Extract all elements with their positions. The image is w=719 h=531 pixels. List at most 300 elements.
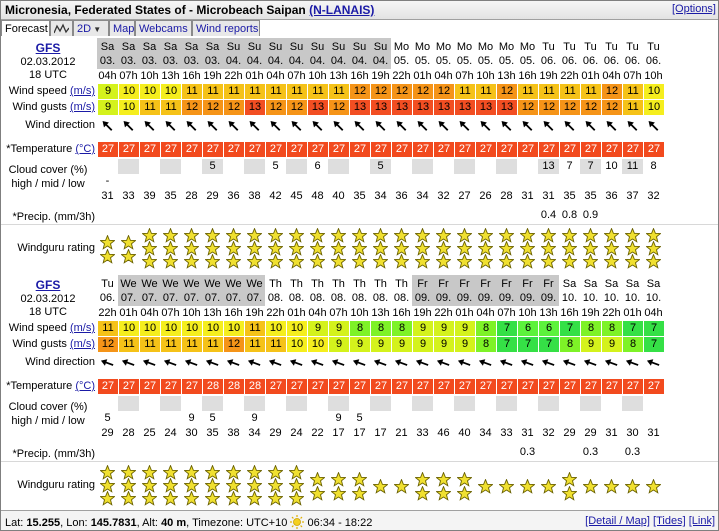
rating-star-icon (121, 491, 136, 506)
rating-star-icon (100, 235, 115, 250)
precip-cell (265, 445, 286, 460)
temperature-cell: 27 (307, 379, 328, 394)
date-cell (286, 275, 307, 306)
date-cell (370, 275, 391, 306)
wind-speed-cell: 11 (559, 84, 580, 99)
weekday: Su (331, 41, 346, 53)
weekday: Tu (647, 41, 660, 53)
wind-gust-cell: 12 (97, 337, 118, 352)
link-link[interactable]: [Link] (688, 515, 715, 527)
precip-cell (601, 445, 622, 460)
rating-star-icon (646, 479, 661, 494)
wind-arrow-icon (349, 118, 370, 134)
precip-cell (643, 445, 664, 460)
temperature-cell: 27 (139, 379, 160, 394)
date-cell (559, 275, 580, 306)
cloud-high-cell (118, 396, 139, 411)
date-cell (328, 38, 349, 69)
weekday: Tu (584, 41, 597, 53)
temperature-cell: 27 (349, 142, 370, 157)
cloud-mid-cell (496, 174, 517, 189)
weekday: Mo (393, 41, 410, 53)
cloud-high-cell (517, 159, 538, 174)
rating-star-icon (562, 486, 577, 501)
lon-label: Lon: (66, 517, 88, 529)
rating-cell (433, 227, 454, 271)
date-cell (454, 38, 475, 69)
wind-direction-cell (538, 118, 559, 134)
rating-cell (202, 227, 223, 271)
rating-cell (580, 464, 601, 508)
rating-cell (349, 464, 370, 508)
wind-gust-cell: 11 (139, 337, 160, 352)
hour-cell: 13h (371, 307, 390, 319)
page-title (5, 3, 374, 17)
wind-direction-cell (559, 355, 580, 371)
wind-direction-cell (643, 118, 664, 134)
precip-cell (328, 208, 349, 223)
hour-cell: 22h (98, 307, 117, 319)
wind-gust-cell: 10 (307, 337, 328, 352)
day-of-month: 07. (162, 292, 179, 304)
rating-cell (160, 464, 181, 508)
hour-cell: 04h (434, 70, 453, 82)
weekday: We (141, 278, 158, 290)
wind-speed-cell: 9 (412, 321, 433, 336)
rating-label-text: Windguru rating (17, 242, 95, 254)
wind-gust-cell: 12 (223, 337, 244, 352)
wind-arrow-icon (139, 355, 160, 371)
rating-star-icon (310, 472, 325, 487)
wind-arrow-icon (475, 118, 496, 134)
rating-star-icon (436, 472, 451, 487)
rating-cell (265, 464, 286, 508)
weekday: Mo (519, 41, 536, 53)
wind-gust-cell: 11 (244, 337, 265, 352)
day-of-month: 07. (141, 292, 158, 304)
cloud-high-cell: 7 (566, 160, 573, 172)
wind-speed-label-text: Wind speed (8, 322, 67, 334)
cloud-mid-cell (391, 411, 412, 426)
cloud-high-cell: 5 (202, 159, 223, 174)
day-of-month: 05. (414, 55, 431, 67)
wind-gust-cell: 11 (139, 100, 160, 115)
hour-cell: 07h (119, 70, 138, 82)
temperature-cell: 27 (538, 379, 559, 394)
date-cell (160, 275, 181, 306)
precip-cell (370, 208, 391, 223)
tab-webcams[interactable] (135, 20, 192, 36)
tab-graph[interactable] (50, 20, 73, 36)
hour-cell: 19h (581, 307, 600, 319)
precip-cell (202, 208, 223, 223)
weekday: We (120, 278, 137, 290)
cloud-high-cell (202, 396, 223, 411)
wind-arrow-icon (118, 355, 139, 371)
date-cell (349, 38, 370, 69)
temperature-label-unit-link[interactable]: (°C) (75, 380, 95, 392)
day-of-month: 08. (309, 292, 326, 304)
wind-arrow-icon (370, 355, 391, 371)
lat-label: Lat: (5, 517, 24, 529)
wind-direction-cell (307, 355, 328, 371)
temperature-cell: 27 (265, 379, 286, 394)
wind-gust-cell: 11 (118, 337, 139, 352)
weekday: Sa (583, 278, 598, 290)
date-cell (622, 275, 643, 306)
precip-cell: 0.3 (624, 446, 641, 458)
wind-arrow-icon (307, 355, 328, 371)
cloud-low-cell: 28 (500, 190, 513, 202)
wind-speed-label-unit-link[interactable]: (m/s) (69, 322, 95, 334)
wind-gust-cell: 10 (118, 100, 139, 115)
hour-cell: 07h (287, 70, 306, 82)
wind-speed-label (1, 85, 95, 97)
cloud-high-cell (454, 159, 475, 174)
wind-speed-label-unit-link[interactable]: (m/s) (69, 85, 95, 97)
cloud-low-cell: 29 (206, 190, 219, 202)
wind-direction-cell (181, 355, 202, 371)
tab-2d[interactable] (73, 20, 109, 36)
cloud-low-cell: 26 (479, 190, 492, 202)
rating-cell (601, 464, 622, 508)
weekday: We (225, 278, 242, 290)
wind-gust-cell: 9 (349, 337, 370, 352)
model-run-date: 02.03.2012 (20, 56, 76, 68)
weekday: Su (226, 41, 241, 53)
cloud-high-cell (244, 159, 265, 174)
wind-gust-cell: 10 (286, 337, 307, 352)
wind-arrow-icon (496, 355, 517, 371)
spot-code-link[interactable]: (N-LANAIS) (309, 3, 375, 17)
cloud-high-cell (244, 396, 265, 411)
day-of-month: 05. (456, 55, 473, 67)
wind-gust-cell: 9 (391, 337, 412, 352)
rating-cell (454, 227, 475, 271)
precip-cell (181, 445, 202, 460)
wind-gust-cell: 11 (181, 337, 202, 352)
wind-direction-cell (370, 355, 391, 371)
rating-cell (454, 464, 475, 508)
cloud-cover-label-line1: Cloud cover (%) (8, 164, 88, 176)
weekday: Fr (543, 278, 554, 290)
precip-cell (160, 445, 181, 460)
day-of-month: 06. (540, 55, 557, 67)
rating-cell (97, 227, 118, 271)
rating-star-icon (163, 491, 178, 506)
wind-speed-label-text: Wind speed (8, 85, 67, 97)
temperature-cell: 27 (454, 142, 475, 157)
cloud-high-cell (328, 159, 349, 174)
rating-cell (244, 227, 265, 271)
cloud-high-cell (286, 159, 307, 174)
wind-gusts-label-unit-link[interactable]: (m/s) (69, 101, 95, 113)
cloud-cover-label-line1: Cloud cover (%) (8, 401, 88, 413)
wind-speed-cell: 11 (202, 84, 223, 99)
wind-speed-cell: 12 (391, 84, 412, 99)
cloud-mid-cell: 9 (335, 412, 342, 424)
temperature-cell: 28 (202, 379, 223, 394)
cloud-high-cell (391, 396, 412, 411)
cloud-mid-cell (538, 174, 559, 189)
wind-arrow-icon (97, 355, 118, 371)
model-run-time: 18 UTC (29, 69, 67, 81)
tab-wind-reports[interactable] (192, 20, 260, 36)
wind-gusts-label-unit-link[interactable]: (m/s) (69, 338, 95, 350)
temperature-label-text: *Temperature (6, 380, 73, 392)
model-gfs-link[interactable]: GFS (35, 41, 61, 55)
wind-direction-cell (244, 355, 265, 371)
cloud-low-cell: 35 (584, 190, 597, 202)
wind-speed-cell: 12 (496, 84, 517, 99)
hour-cell: 13h (497, 70, 516, 82)
wind-arrow-icon (244, 118, 265, 134)
rating-cell (139, 227, 160, 271)
weekday: Th (269, 278, 282, 290)
wind-direction-cell (139, 355, 160, 371)
cloud-low-cell: 27 (458, 190, 471, 202)
rating-cell (97, 464, 118, 508)
cloud-mid-cell (265, 411, 286, 426)
weekday: Su (310, 41, 325, 53)
rating-star-icon (310, 254, 325, 269)
date-cell (391, 38, 412, 69)
rating-cell (391, 464, 412, 508)
wind-arrow-icon (328, 355, 349, 371)
weekday: Fr (522, 278, 533, 290)
cloud-mid-cell (370, 411, 391, 426)
wind-direction-cell (307, 118, 328, 134)
tides-link[interactable]: [Tides] (653, 515, 686, 527)
weekday: Sa (604, 278, 619, 290)
wind-arrow-icon (622, 118, 643, 134)
wind-gust-cell: 12 (601, 100, 622, 115)
wind-arrow-icon (433, 355, 454, 371)
wind-arrow-icon (286, 118, 307, 134)
precip-cell (97, 445, 118, 460)
weekday: We (204, 278, 221, 290)
weekday: Mo (414, 41, 431, 53)
wind-gust-cell: 12 (559, 100, 580, 115)
wind-arrow-icon (349, 355, 370, 371)
wind-gust-cell: 9 (97, 100, 118, 115)
wind-gust-cell: 13 (244, 100, 265, 115)
cloud-high-cell (118, 159, 139, 174)
wind-direction-cell (244, 118, 265, 134)
precip-cell (202, 445, 223, 460)
wind-direction-label (1, 119, 95, 131)
cloud-mid-cell: - (105, 175, 110, 187)
wind-direction-cell (580, 118, 601, 134)
model-gfs-link[interactable]: GFS (35, 278, 61, 292)
wind-arrow-icon (580, 118, 601, 134)
tab-bar (1, 20, 718, 37)
wind-direction-cell (202, 118, 223, 134)
temperature-cell: 27 (412, 142, 433, 157)
cloud-low-cell: 32 (542, 427, 555, 439)
wind-direction-cell (454, 355, 475, 371)
cloud-low-cell: 35 (353, 190, 366, 202)
cloud-high-cell (97, 396, 118, 411)
rating-star-icon (268, 491, 283, 506)
rating-cell (118, 464, 139, 508)
temperature-cell: 27 (286, 379, 307, 394)
rating-label-text: Windguru rating (17, 479, 95, 491)
temperature-cell: 27 (433, 142, 454, 157)
wind-gust-cell: 12 (265, 100, 286, 115)
date-cell (517, 38, 538, 69)
rating-star-icon (268, 254, 283, 269)
rating-cell (307, 227, 328, 271)
precip-cell (559, 445, 580, 460)
day-of-month: 06. (582, 55, 599, 67)
date-cell (307, 38, 328, 69)
wind-gust-cell: 8 (622, 337, 643, 352)
cloud-mid-cell (454, 174, 475, 189)
cloud-mid-cell: 9 (251, 412, 258, 424)
cloud-high-cell (139, 159, 160, 174)
hour-cell: 13h (161, 70, 180, 82)
cloud-low-cell: 40 (332, 190, 345, 202)
cloud-mid-cell (370, 174, 391, 189)
rating-cell (643, 227, 664, 271)
weekday: Sa (625, 278, 640, 290)
cloud-high-cell (454, 396, 475, 411)
rating-star-icon (436, 486, 451, 501)
cloud-mid-cell (601, 411, 622, 426)
day-of-month: 07. (225, 292, 242, 304)
footer-links (585, 515, 715, 527)
precip-cell: 0.3 (582, 446, 599, 458)
date-cell (622, 38, 643, 69)
wind-gust-cell: 7 (643, 337, 664, 352)
precip-cell (244, 208, 265, 223)
date-cell (160, 38, 181, 69)
wind-speed-cell: 12 (412, 84, 433, 99)
weekday: Sa (163, 41, 178, 53)
cloud-mid-cell (244, 174, 265, 189)
wind-direction-cell (622, 355, 643, 371)
day-of-month: 08. (288, 292, 305, 304)
detail-map-link[interactable]: [Detail / Map] (585, 515, 650, 527)
cloud-high-cell (223, 396, 244, 411)
day-of-month: 04. (330, 55, 347, 67)
rating-star-icon (625, 479, 640, 494)
date-cell (454, 275, 475, 306)
wind-gust-cell: 13 (433, 100, 454, 115)
wind-direction-cell (328, 118, 349, 134)
wind-arrow-icon (475, 355, 496, 371)
wind-gust-cell: 12 (202, 100, 223, 115)
wind-speed-cell: 12 (349, 84, 370, 99)
wind-direction-cell (496, 118, 517, 134)
temperature-cell: 27 (307, 142, 328, 157)
cloud-low-cell: 35 (164, 190, 177, 202)
cloud-low-cell: 33 (122, 190, 135, 202)
wind-direction-cell (160, 118, 181, 134)
precip-cell (265, 208, 286, 223)
cloud-high-cell (160, 396, 181, 411)
hour-cell: 01h (413, 70, 432, 82)
rating-star-icon (289, 491, 304, 506)
wind-speed-cell: 10 (118, 84, 139, 99)
day-of-month: 05. (477, 55, 494, 67)
wind-direction-cell (265, 118, 286, 134)
options-link[interactable]: [Options] (671, 3, 716, 15)
day-of-month: 03. (99, 55, 116, 67)
hour-cell: 04h (644, 307, 663, 319)
model-run-time: 18 UTC (29, 306, 67, 318)
date-cell (538, 275, 559, 306)
cloud-mid-cell: 5 (356, 412, 363, 424)
tab-forecast[interactable] (1, 20, 50, 36)
hour-cell: 19h (371, 70, 390, 82)
rating-cell (244, 464, 265, 508)
wind-direction-cell (643, 355, 664, 371)
date-cell (244, 38, 265, 69)
wind-speed-cell: 10 (286, 321, 307, 336)
wind-arrow-icon (622, 355, 643, 371)
cloud-low-cell: 37 (626, 190, 639, 202)
wind-direction-cell (475, 355, 496, 371)
date-cell (580, 275, 601, 306)
wind-direction-cell (265, 355, 286, 371)
wind-gust-cell: 9 (433, 337, 454, 352)
cloud-high-cell (643, 396, 664, 411)
rating-star-icon (415, 486, 430, 501)
tab-map[interactable] (109, 20, 135, 36)
weekday: Th (290, 278, 303, 290)
precip-cell: 0.9 (582, 209, 599, 221)
wind-gust-cell: 9 (580, 337, 601, 352)
temperature-cell: 27 (349, 379, 370, 394)
wind-arrow-icon (580, 355, 601, 371)
rating-cell (307, 464, 328, 508)
hour-cell: 13h (329, 70, 348, 82)
rating-star-icon (331, 254, 346, 269)
rating-cell (286, 464, 307, 508)
cloud-mid-cell (307, 411, 328, 426)
wind-arrow-icon (517, 355, 538, 371)
cloud-high-cell: 13 (538, 159, 559, 174)
date-cell (202, 275, 223, 306)
rating-cell (118, 227, 139, 271)
wind-direction-cell (349, 118, 370, 134)
hour-cell: 07h (161, 307, 180, 319)
wind-arrow-icon (265, 355, 286, 371)
temperature-cell: 27 (202, 142, 223, 157)
hour-cell: 10h (308, 70, 327, 82)
wind-arrow-icon (118, 118, 139, 134)
cloud-low-cell: 36 (395, 190, 408, 202)
rating-star-icon (100, 491, 115, 506)
wind-arrow-icon (370, 118, 391, 134)
rating-star-icon (142, 491, 157, 506)
day-of-month: 06. (603, 55, 620, 67)
cloud-low-cell: 46 (437, 427, 450, 439)
wind-speed-cell: 11 (181, 84, 202, 99)
wind-direction-cell (601, 118, 622, 134)
cloud-mid-cell: 9 (188, 412, 195, 424)
wind-gust-cell: 9 (412, 337, 433, 352)
precip-cell (454, 208, 475, 223)
wind-speed-cell: 10 (181, 321, 202, 336)
temperature-label-unit-link[interactable]: (°C) (75, 143, 95, 155)
wind-speed-cell: 12 (433, 84, 454, 99)
wind-speed-cell: 11 (97, 321, 118, 336)
rating-cell (202, 464, 223, 508)
cloud-low-cell: 32 (647, 190, 660, 202)
